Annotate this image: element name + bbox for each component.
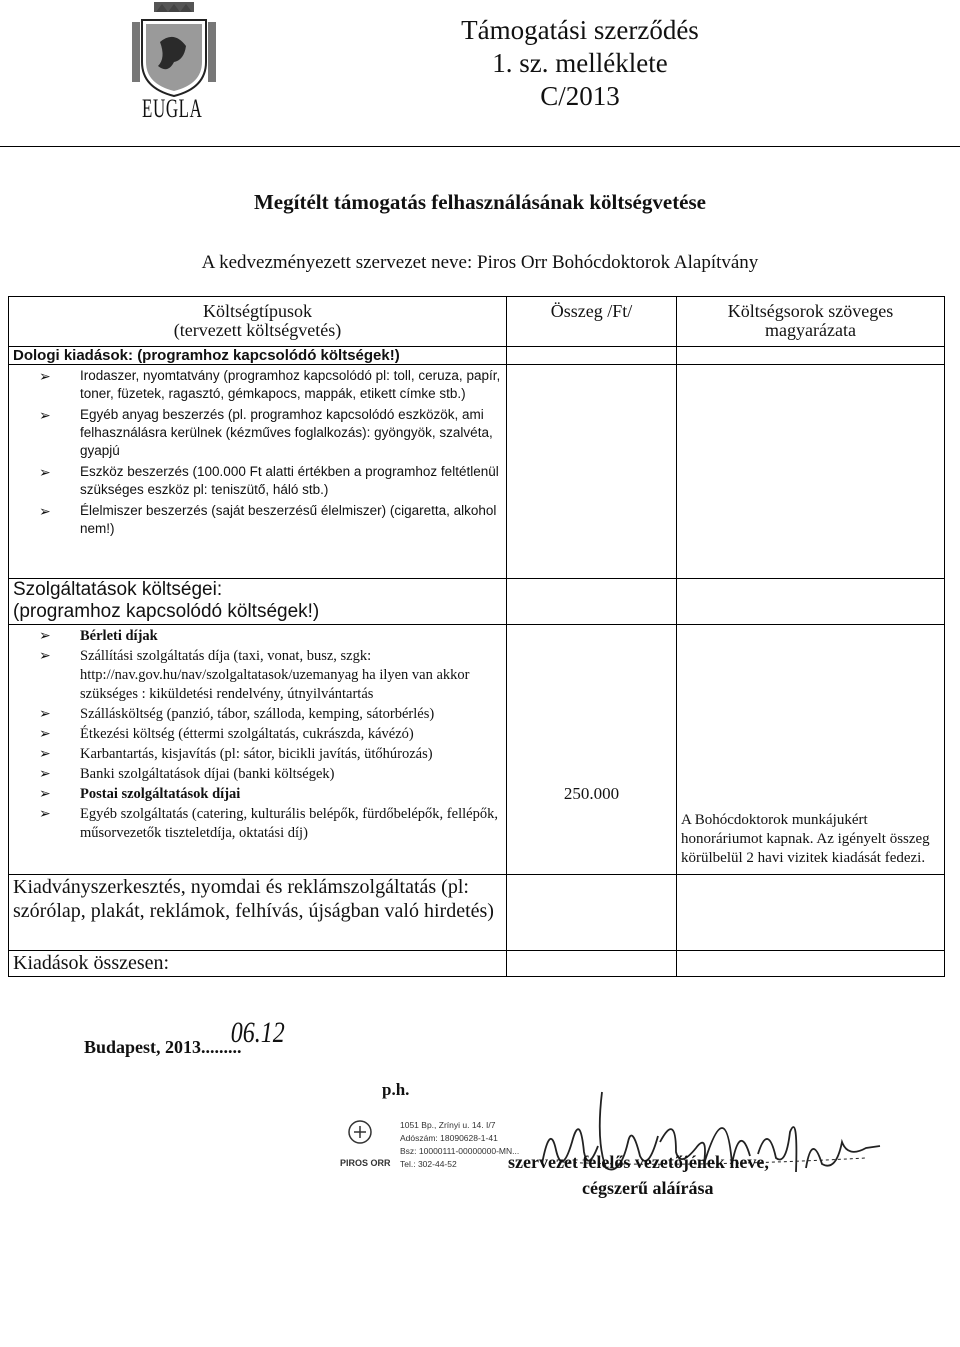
total-expenses-label: Kiadások összesen:	[9, 951, 507, 977]
other-services-explanation: A Bohócdoktorok munkájukért honoráriumot kapnak. Az igényelt összeg körülbelül 2 havi vizitek kiadását fedezi.	[677, 625, 945, 875]
list-item	[17, 725, 506, 744]
list-item-text: Banki szolgáltatások díjai (banki költségek)	[80, 766, 335, 782]
list-item	[17, 745, 506, 764]
arrow-bullet-icon: ➢	[39, 407, 51, 423]
list-item	[17, 705, 506, 724]
service-items-cell	[9, 625, 507, 875]
list-item	[17, 647, 506, 704]
arrow-bullet-icon: ➢	[39, 747, 51, 762]
header-title: Támogatási szerződés	[461, 15, 699, 45]
document-header	[420, 14, 740, 113]
list-item	[17, 463, 506, 499]
document-title: Megítélt támogatás felhasználásának költségvetése	[253, 190, 706, 214]
empty-cell	[677, 579, 945, 625]
arrow-bullet-icon: ➢	[39, 629, 51, 644]
header-cost-type-line2: (tervezett költségvetés)	[173, 320, 342, 340]
organization-line: A kedvezményezett szervezet neve: Piros Orr Bohócdoktorok Alapítvány	[201, 252, 759, 273]
table-row	[9, 365, 945, 579]
header-explanation-line2: magyarázata	[765, 320, 856, 340]
arrow-bullet-icon: ➢	[39, 707, 51, 722]
list-item-text: Eszköz beszerzés (100.000 Ft alatti értékben a programhoz feltétlenül szükséges eszköz pl: teniszütő, háló stb.)	[80, 464, 499, 497]
empty-cell	[507, 365, 677, 579]
list-item	[17, 502, 506, 538]
list-item-text: Karbantartás, kisjavítás (pl: sátor, bicikli javítás, ütőhúrozás)	[80, 746, 433, 762]
empty-cell	[677, 951, 945, 977]
header-cost-type	[9, 297, 507, 347]
budget-table	[8, 296, 945, 977]
list-item-text: Postai szolgáltatások díjai	[80, 786, 241, 802]
list-item	[17, 367, 506, 403]
stamp-line: Tel.: 302-44-52	[400, 1159, 457, 1169]
header-cost-type-line1: Költségtípusok	[202, 301, 312, 321]
other-services-amount: 250.000	[507, 625, 677, 875]
place-date: Budapest, 2013.........	[84, 1037, 242, 1057]
arrow-bullet-icon: ➢	[39, 807, 51, 822]
stamp-name: PIROS ORR	[340, 1158, 391, 1168]
header-explanation	[677, 297, 945, 347]
table-row	[9, 579, 945, 625]
empty-cell	[677, 875, 945, 951]
list-item	[17, 805, 506, 843]
empty-cell	[507, 347, 677, 365]
arrow-bullet-icon: ➢	[39, 649, 51, 664]
total-amount-cell	[507, 951, 677, 977]
empty-cell	[677, 347, 945, 365]
signatory-line-1: szervezet felelős vezetőjének neve,	[508, 1152, 769, 1172]
list-item-text: Élelmiszer beszerzés (saját beszerzésű élelmiszer) (cigaretta, alkohol nem!)	[80, 503, 497, 536]
list-item-text: Szállítási szolgáltatás díja (taxi, vonat, busz, szgk: http://nav.gov.hu/nav/szolgaltatasok/uzemanyag ha ilyen van akkor szükséges : kiküldetési rendelvény, útnyilvántartás	[80, 648, 470, 702]
header-annex: 1. sz. melléklete	[492, 48, 668, 78]
handwritten-date: 06.12	[230, 1016, 285, 1049]
stamp-line: Bsz: 10000111-00000000-MN...	[400, 1146, 520, 1156]
table-row	[9, 951, 945, 977]
list-item-text: Szállásköltség (panzió, tábor, szálloda, kemping, sátorbérlés)	[80, 706, 435, 722]
material-items-cell	[9, 365, 507, 579]
material-items-list	[9, 367, 506, 538]
signatory-line-2: cégszerű aláírása	[582, 1178, 714, 1198]
arrow-bullet-icon: ➢	[39, 464, 51, 480]
header-amount: Összeg /Ft/	[507, 297, 677, 347]
table-header-row	[9, 297, 945, 347]
section-publishing: Kiadványszerkesztés, nyomdai és reklámszolgáltatás (pl: szórólap, plakát, reklámok, felhívás, újságban való hirdetés)	[9, 875, 507, 951]
service-items-list	[9, 627, 506, 843]
empty-cell	[677, 365, 945, 579]
list-item-text: Étkezési költség (éttermi szolgáltatás, cukrászda, kávézó)	[80, 726, 414, 742]
list-item-text: Egyéb szolgáltatás (catering, kulturális belépők, fürdőbelépők, fellépők, műsorvezetők tiszteletdíja, oktatási díj)	[80, 806, 498, 841]
list-item	[17, 785, 506, 804]
header-explanation-line1: Költségsorok szöveges	[727, 301, 894, 321]
seal-placeholder-label: p.h.	[382, 1080, 410, 1099]
stamp-line: 1051 Bp., Zrínyi u. 14. I/7	[400, 1120, 496, 1130]
header-divider	[0, 146, 960, 147]
list-item-text: Egyéb anyag beszerzés (pl. programhoz kapcsolódó eszközök, ami felhasználásra kerülnek (kézműves foglalkozás): gyöngyök, szalvéta, gyapjú	[80, 407, 493, 458]
stamp-line: Adószám: 18090628-1-41	[400, 1133, 498, 1143]
list-item	[17, 627, 506, 646]
header-reference: C/2013	[540, 81, 620, 111]
section-services	[9, 579, 507, 625]
section-services-line1: Szolgáltatások költségei:	[13, 579, 223, 600]
arrow-bullet-icon: ➢	[39, 767, 51, 782]
section-services-line2: (programhoz kapcsolódó költségek!)	[13, 601, 320, 622]
empty-cell	[507, 875, 677, 951]
table-row	[9, 875, 945, 951]
empty-cell	[507, 579, 677, 625]
arrow-bullet-icon: ➢	[39, 503, 51, 519]
crest-caption: EUGLA	[142, 94, 203, 123]
arrow-bullet-icon: ➢	[39, 787, 51, 802]
list-item-text: Bérleti díjak	[80, 628, 158, 644]
arrow-bullet-icon: ➢	[39, 727, 51, 742]
list-item	[17, 406, 506, 460]
section-material-costs: Dologi kiadások: (programhoz kapcsolódó költségek!)	[9, 347, 507, 365]
list-item-text: Irodaszer, nyomtatvány (programhoz kapcsolódó pl: toll, ceruza, papír, toner, füzetek, ragasztó, gémkapocs, mappák, etikett címke stb.)	[80, 368, 501, 401]
list-item	[17, 765, 506, 784]
table-row	[9, 625, 945, 875]
table-row	[9, 347, 945, 365]
arrow-bullet-icon: ➢	[39, 368, 51, 384]
